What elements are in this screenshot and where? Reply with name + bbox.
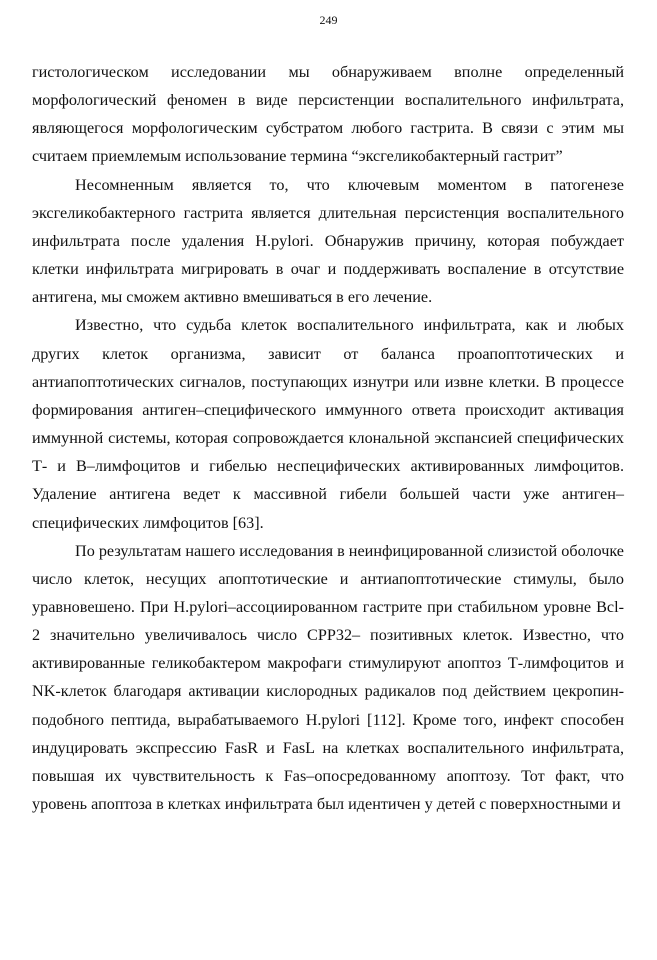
paragraph-results: По результатам нашего исследования в неинфицированной слизистой оболочке число клеток, несущих апоптотические и антиапоптотические стимулы, было уравновешено. При H.pylori–ассоциированном гастрите при стабильном уровне Bcl-2 значительно увеличивалось число CPP32– позитивных клеток. Известно, что активированные геликобактером макрофаги стимулируют апоптоз Т-лимфоцитов и NK-клеток благодаря активации кислородных радикалов под действием цекропин-подобного пептида, вырабатываемого H.pylori [112]. Кроме того, инфект способен индуцировать экспрессию FasR и FasL на клетках воспалительного инфильтрата, повышая их чувствительность к Fas–опосредованному апоптозу. Тот факт, что уровень апоптоза в клетках инфильтрата был идентичен у детей с поверхностными и: [32, 541, 624, 814]
paragraph-pathogenesis: Несомненным является то, что ключевым моментом в патогенезе эксгеликобактерного гастрита является длительная персистенция воспалительного инфильтрата после удаления H.pylori. Обнаружив причину, которая побуждает клетки инфильтрата мигрировать в очаг и поддерживать воспаление в отсутствие антигена, мы сможем активно вмешиваться в его лечение.: [32, 175, 624, 307]
paragraph-cell-fate: Известно, что судьба клеток воспалительного инфильтрата, как и любых других клеток организма, зависит от баланса проапоптотических и антиапоптотических сигналов, поступающих изнутри или извне клетки. В процессе формирования антиген–специфического иммунного ответа происходит активация иммунной системы, которая сопровождается клональной экспансией специфических Т- и В–лимфоцитов и гибелью неспецифических активированных лимфоцитов. Удаление антигена ведет к массивной гибели большей части уже антиген–специфических лимфоцитов [63].: [32, 316, 624, 532]
paragraph-continuation: гистологическом исследовании мы обнаруживаем вполне определенный морфологический феномен в виде персистенции воспалительного инфильтрата, являющегося морфологическим субстратом любого гастрита. В связи с этим мы считаем приемлемым использование термина “эксгеликобактерный гастрит”: [32, 63, 624, 166]
body-text: [32, 58, 624, 818]
page-number: 249: [319, 13, 338, 27]
